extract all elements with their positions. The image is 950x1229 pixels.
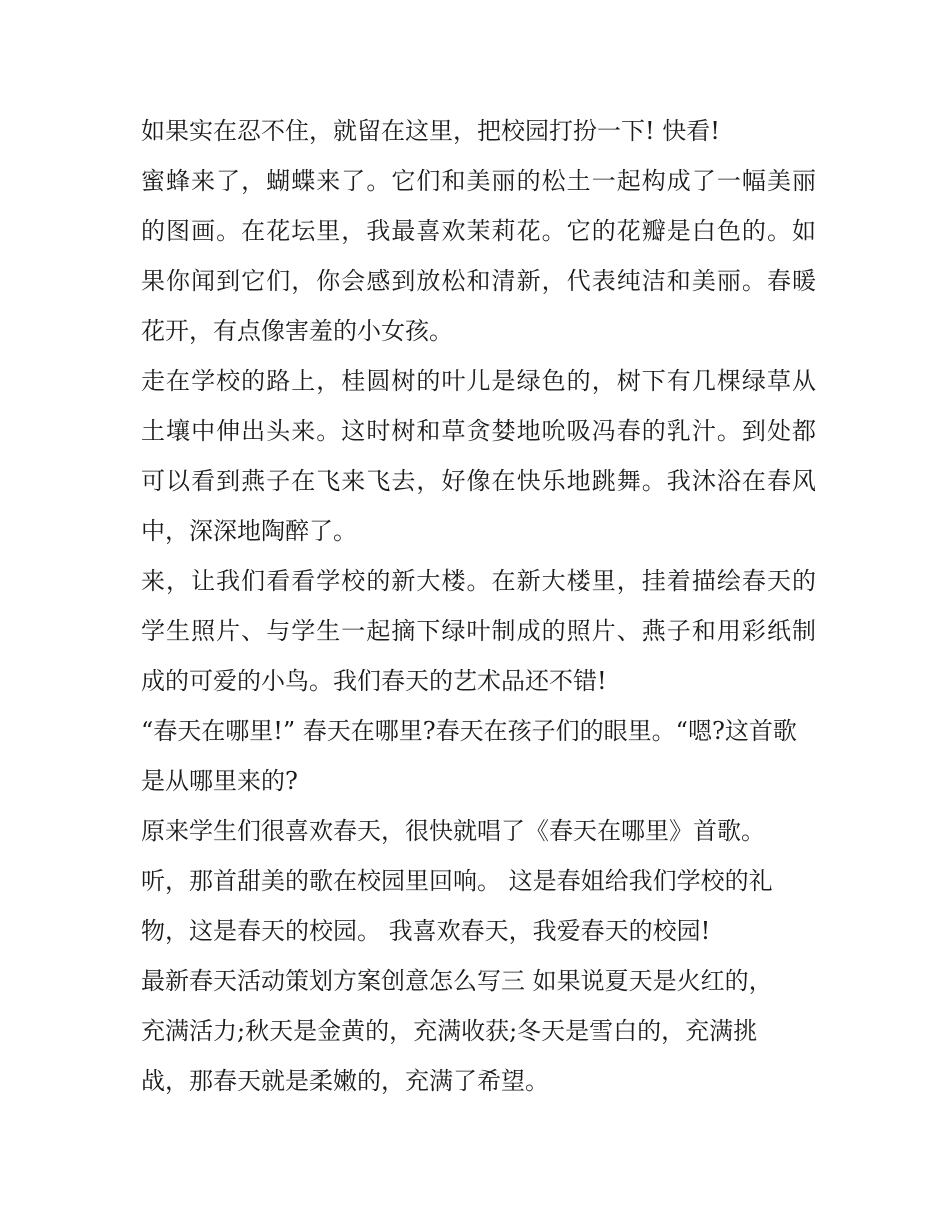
text-line: 充满活力;秋天是金黄的，充满收获;冬天是雪白的，充满挑: [141, 1017, 758, 1045]
text-line: 蜜蜂来了，蝴蝶来了。它们和美丽的松土一起构成了一幅美丽: [141, 167, 816, 195]
text-line: 可以看到燕子在飞来飞去，好像在快乐地跳舞。我沐浴在春风: [141, 467, 816, 495]
text-line: “春天在哪里!” 春天在哪里?春天在孩子们的眼里。“嗯?这首歌: [141, 717, 797, 745]
text-line: 成的可爱的小鸟。我们春天的艺术品还不错!: [141, 667, 607, 695]
text-line: 土壤中伸出头来。这时树和草贪婪地吮吸冯春的乳汁。到处都: [141, 417, 816, 445]
text-line: 是从哪里来的?: [141, 767, 298, 795]
text-line: 果你闻到它们，你会感到放松和清新，代表纯洁和美丽。春暖: [141, 267, 816, 295]
text-line: 最新春天活动策划方案创意怎么写三 如果说夏天是火红的，: [141, 967, 773, 995]
text-line: 花开，有点像害羞的小女孩。: [141, 317, 453, 345]
text-line: 原来学生们很喜欢春天，很快就唱了《春天在哪里》首歌。: [141, 817, 765, 845]
text-line: 中，深深地陶醉了。: [141, 517, 357, 545]
text-line: 的图画。在花坛里，我最喜欢茉莉花。它的花瓣是白色的。如: [141, 217, 816, 245]
text-line: 战，那春天就是柔嫩的，充满了希望。: [141, 1067, 549, 1095]
text-line: 学生照片、与学生一起摘下绿叶制成的照片、燕子和用彩纸制: [141, 617, 816, 645]
document-body: [141, 106, 816, 1106]
text-line: 如果实在忍不住，就留在这里，把校园打扮一下! 快看!: [141, 117, 720, 145]
text-line: 物，这是春天的校园。 我喜欢春天，我爱春天的校园!: [141, 917, 711, 945]
text-line: 听，那首甜美的歌在校园里回响。 这是春姐给我们学校的礼: [141, 867, 773, 895]
text-line: 走在学校的路上，桂圆树的叶儿是绿色的，树下有几棵绿草从: [141, 367, 816, 395]
text-line: 来，让我们看看学校的新大楼。在新大楼里，挂着描绘春天的: [141, 567, 816, 595]
